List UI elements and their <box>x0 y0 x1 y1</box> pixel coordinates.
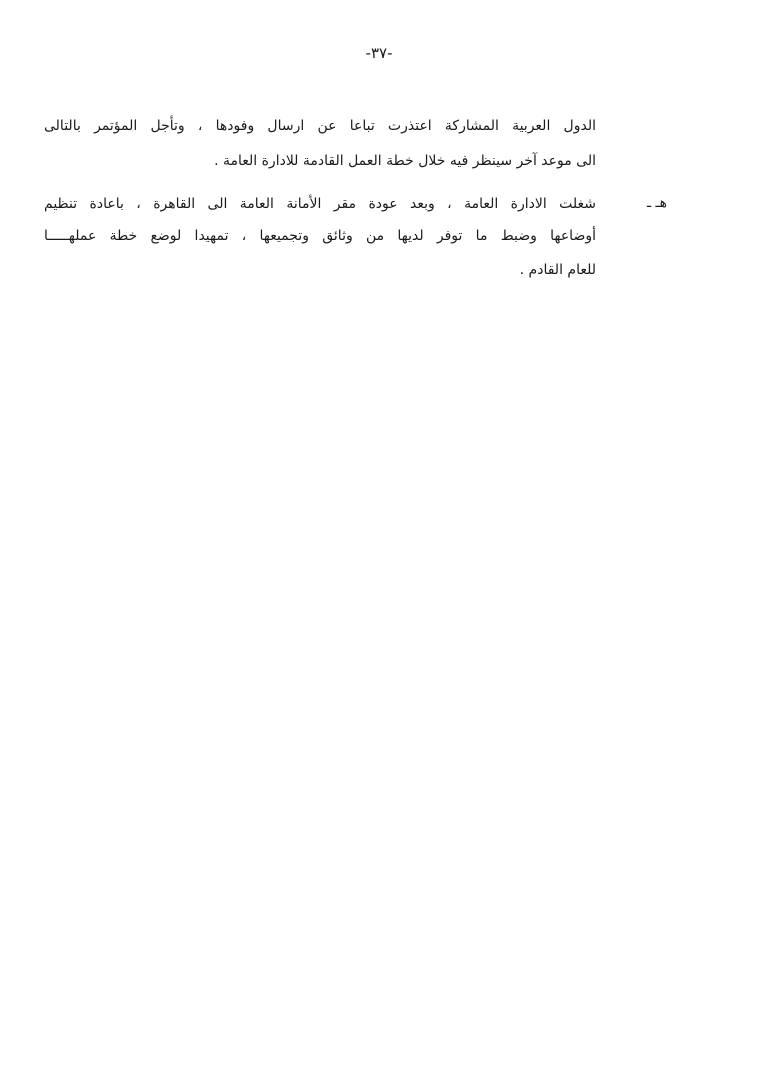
paragraph-2-line-3: للعام القادم . <box>519 262 596 278</box>
paragraph-1-line-2: الى موعد آخر سينظر فيه خلال خطة العمل القادمة للادارة العامة . <box>214 153 596 169</box>
paragraph-2-line-2: أوضاعها وضبط ما توفر لديها من وثائق وتجميعها ، تمهيدا لوضع خطة عملهـــــا <box>44 228 596 244</box>
paragraph-1-line-1: الدول العربية المشاركة اعتذرت تباعا عن ارسال وفودها ، وتأجل المؤتمر بالتالى <box>44 118 596 134</box>
item-marker-ha: هـ ـ <box>646 195 667 211</box>
page-number: -٣٧- <box>365 44 393 62</box>
paragraph-2-line-1: شغلت الادارة العامة ، وبعد عودة مقر الأمانة العامة الى القاهرة ، باعادة تنظيم <box>44 196 596 212</box>
